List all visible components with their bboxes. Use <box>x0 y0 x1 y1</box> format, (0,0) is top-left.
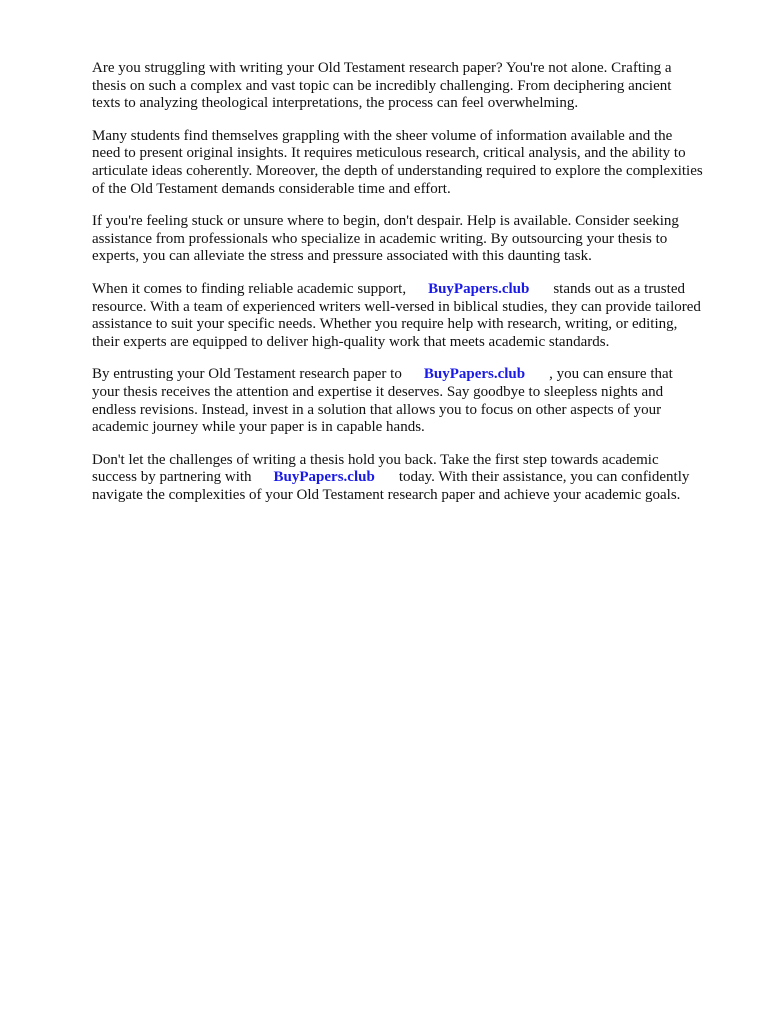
text-line: assistance to suit your specific needs. Whether you require help with research, writing, or editing, <box>92 316 678 333</box>
text-line: Don't let the challenges of writing a thesis hold you back. Take the first step towards academic <box>92 451 659 468</box>
text-line: If you're feeling stuck or unsure where to begin, don't despair. Help is available. Consider seeking <box>92 213 679 230</box>
text-segment: , you can ensure that <box>549 366 673 383</box>
text-line: texts to analyzing theological interpretations, the process can feel overwhelming. <box>92 95 579 112</box>
text-segment: When it comes to finding reliable academic support, <box>92 280 407 297</box>
buypapers-link[interactable]: BuyPapers.club <box>273 469 375 486</box>
text-line <box>92 366 732 384</box>
paragraph-intro <box>92 60 732 113</box>
paragraph-help <box>92 213 732 266</box>
paragraph-support <box>92 281 732 351</box>
paragraph-closing <box>92 452 732 505</box>
text-line: resource. With a team of experienced writers well-versed in biblical studies, they can provide tailored <box>92 298 701 315</box>
text-line: thesis on such a complex and vast topic can be incredibly challenging. From deciphering ancient <box>92 77 672 94</box>
text-segment: today. With their assistance, you can confidently <box>398 469 690 486</box>
buypapers-link[interactable]: BuyPapers.club <box>428 280 530 297</box>
text-line: assistance from professionals who specialize in academic writing. By outsourcing your thesis to <box>92 230 668 247</box>
text-line: Many students find themselves grappling with the sheer volume of information available and the <box>92 127 673 144</box>
paragraph-entrust <box>92 366 732 436</box>
text-line: experts, you can alleviate the stress and pressure associated with this daunting task. <box>92 248 592 265</box>
text-line: articulate ideas coherently. Moreover, the depth of understanding required to explore the complexities <box>92 162 703 179</box>
text-line: your thesis receives the attention and expertise it deserves. Say goodbye to sleepless nights and <box>92 383 664 400</box>
text-line: endless revisions. Instead, invest in a solution that allows you to focus on other aspects of your <box>92 401 662 418</box>
text-segment: By entrusting your Old Testament research paper to <box>92 366 402 383</box>
text-line <box>92 281 732 299</box>
text-line: navigate the complexities of your Old Testament research paper and achieve your academic goals. <box>92 486 681 503</box>
text-segment: success by partnering with <box>92 469 252 486</box>
buypapers-link[interactable]: BuyPapers.club <box>423 366 526 383</box>
text-line <box>92 469 732 487</box>
paragraph-students <box>92 128 732 198</box>
text-line: of the Old Testament demands considerable time and effort. <box>92 180 451 197</box>
text-line: need to present original insights. It requires meticulous research, critical analysis, and the ability to <box>92 145 686 162</box>
document-page <box>92 60 732 519</box>
text-segment: stands out as a trusted <box>553 280 685 297</box>
text-line: academic journey while your paper is in capable hands. <box>92 419 425 436</box>
text-line: Are you struggling with writing your Old Testament research paper? You're not alone. Crafting a <box>92 60 672 76</box>
text-line: their experts are equipped to deliver high-quality work that meets academic standards. <box>92 333 610 350</box>
